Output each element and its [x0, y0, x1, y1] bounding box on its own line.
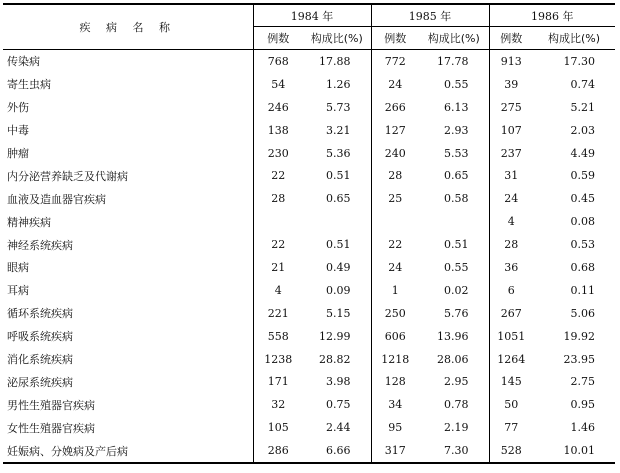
ratio-1984-cell: 0.09 [326, 283, 351, 297]
ratio-1986-cell: 0.74 [570, 77, 595, 91]
count-1986-cell: 50 [489, 393, 533, 416]
count-1986-cell: 24 [489, 187, 533, 210]
ratio-1984-cell: 0.75 [326, 398, 351, 412]
table-row [3, 50, 615, 73]
ratio-1985-cell: 2.95 [444, 375, 469, 389]
table-row [3, 370, 615, 393]
ratio-1986-cell: 5.06 [570, 306, 595, 320]
ratio-1986-cell: 0.59 [570, 169, 595, 183]
count-1986-cell: 6 [489, 279, 533, 302]
disease-name-cell: 耳病 [7, 284, 29, 298]
count-1985-cell: 25 [371, 187, 419, 210]
count-1986-cell: 31 [489, 164, 533, 187]
disease-name-cell: 寄生虫病 [7, 78, 51, 92]
ratio-1984-cell: 0.51 [326, 238, 351, 252]
count-1985-cell [371, 210, 419, 233]
count-1986-cell: 28 [489, 233, 533, 256]
count-1985-cell: 266 [371, 96, 419, 119]
ratio-1985-cell: 5.53 [444, 146, 469, 160]
count-1984-cell: 32 [253, 393, 303, 416]
ratio-1985-cell [419, 210, 489, 233]
ratio-1985-cell: 13.96 [437, 329, 469, 343]
disease-name-cell: 血液及造血器官疾病 [7, 192, 106, 206]
table-body [3, 50, 615, 464]
ratio-1986-cell: 19.92 [563, 329, 595, 343]
ratio-1984-cell: 0.49 [326, 260, 351, 274]
count-1984-cell: 105 [253, 416, 303, 439]
ratio-1985-cell: 2.19 [444, 421, 469, 435]
ratio-1986-cell: 2.03 [570, 123, 595, 137]
count-1986-cell: 107 [489, 119, 533, 142]
table-row [3, 142, 615, 165]
ratio-1984-cell: 17.88 [319, 54, 351, 68]
count-1985-cell: 772 [371, 50, 419, 73]
disease-name-cell: 消化系统疾病 [7, 353, 73, 367]
count-1986-cell: 4 [489, 210, 533, 233]
disease-name-cell: 传染病 [7, 55, 40, 69]
ratio-1984-cell [303, 210, 371, 233]
ratio-1984-cell: 5.15 [326, 306, 351, 320]
disease-name-cell: 中毒 [7, 124, 29, 138]
ratio-1985-cell: 28.06 [437, 352, 469, 366]
count-1984-cell: 4 [253, 279, 303, 302]
disease-name-cell: 眼病 [7, 261, 29, 275]
count-1986-cell: 77 [489, 416, 533, 439]
table-row [3, 73, 615, 96]
count-1984-cell: 558 [253, 325, 303, 348]
disease-statistics-table [3, 3, 615, 464]
ratio-1986-cell: 23.95 [563, 352, 595, 366]
disease-name-cell: 循环系统疾病 [7, 307, 73, 321]
ratio-1985-cell: 0.55 [444, 260, 469, 274]
ratio-1986-cell: 0.45 [570, 192, 595, 206]
count-1984-cell: 54 [253, 73, 303, 96]
count-1984-cell: 28 [253, 187, 303, 210]
count-1986-cell: 145 [489, 370, 533, 393]
count-1984-cell: 22 [253, 233, 303, 256]
table-row [3, 187, 615, 210]
count-1984-cell: 22 [253, 164, 303, 187]
count-1986-cell: 1051 [489, 325, 533, 348]
ratio-1984-cell: 28.82 [319, 352, 351, 366]
table-row [3, 164, 615, 187]
table-row [3, 348, 615, 371]
ratio-1985-cell: 5.76 [444, 306, 469, 320]
ratio-1986-cell: 0.68 [570, 260, 595, 274]
ratio-1986-cell: 17.30 [563, 54, 595, 68]
ratio-1985-cell: 17.78 [437, 54, 469, 68]
count-header-1986: 例数 [489, 27, 533, 50]
count-1986-cell: 528 [489, 439, 533, 463]
table-row [3, 416, 615, 439]
ratio-1985-cell: 7.30 [419, 439, 489, 463]
ratio-1986-cell: 4.49 [570, 146, 595, 160]
count-1985-cell: 1218 [371, 348, 419, 371]
ratio-1986-cell: 0.11 [570, 283, 595, 297]
ratio-header-1984: 构成比(%) [303, 27, 371, 50]
table-row [3, 256, 615, 279]
count-1985-cell: 250 [371, 302, 419, 325]
count-1985-cell: 317 [371, 439, 419, 463]
ratio-1986-cell: 10.01 [533, 439, 615, 463]
ratio-1984-cell: 5.36 [326, 146, 351, 160]
ratio-1986-cell: 0.08 [570, 215, 595, 229]
ratio-1986-cell: 2.75 [570, 375, 595, 389]
ratio-1985-cell: 0.58 [444, 192, 469, 206]
ratio-1984-cell: 3.98 [326, 375, 351, 389]
count-1985-cell: 240 [371, 142, 419, 165]
count-header-1984: 例数 [253, 27, 303, 50]
count-1986-cell: 275 [489, 96, 533, 119]
count-1985-cell: 28 [371, 164, 419, 187]
count-1984-cell: 230 [253, 142, 303, 165]
count-1985-cell: 22 [371, 233, 419, 256]
ratio-1985-cell: 2.93 [444, 123, 469, 137]
ratio-1984-cell: 2.44 [326, 421, 351, 435]
ratio-1985-cell: 6.13 [444, 100, 469, 114]
count-1984-cell: 246 [253, 96, 303, 119]
count-1985-cell: 127 [371, 119, 419, 142]
count-1984-cell: 171 [253, 370, 303, 393]
disease-name-cell: 神经系统疾病 [7, 238, 73, 252]
ratio-1985-cell: 0.02 [444, 283, 469, 297]
disease-name-header: 疾 病 名 称 [3, 4, 253, 50]
count-1984-cell: 21 [253, 256, 303, 279]
ratio-1986-cell: 1.46 [570, 421, 595, 435]
ratio-1986-cell: 0.53 [570, 238, 595, 252]
disease-name-cell: 妊娠病、分娩病及产后病 [3, 439, 253, 463]
ratio-1986-cell: 0.95 [570, 398, 595, 412]
table-row [3, 393, 615, 416]
ratio-1985-cell: 0.55 [444, 77, 469, 91]
table-row [3, 210, 615, 233]
disease-name-cell: 精神疾病 [7, 215, 51, 229]
ratio-1985-cell: 0.65 [444, 169, 469, 183]
count-1986-cell: 39 [489, 73, 533, 96]
disease-name-cell: 外伤 [7, 101, 29, 115]
ratio-1985-cell: 0.78 [444, 398, 469, 412]
ratio-1984-cell: 12.99 [319, 329, 351, 343]
count-1984-cell [253, 210, 303, 233]
disease-name-cell: 泌尿系统疾病 [7, 375, 73, 389]
ratio-1984-cell: 0.65 [326, 192, 351, 206]
count-1984-cell: 1238 [253, 348, 303, 371]
ratio-1984-cell: 5.73 [326, 100, 351, 114]
ratio-1984-cell: 6.66 [303, 439, 371, 463]
count-1986-cell: 1264 [489, 348, 533, 371]
count-1985-cell: 34 [371, 393, 419, 416]
count-1985-cell: 1 [371, 279, 419, 302]
ratio-1984-cell: 1.26 [326, 77, 351, 91]
ratio-1986-cell: 5.21 [570, 100, 595, 114]
table-row [3, 96, 615, 119]
count-1984-cell: 138 [253, 119, 303, 142]
count-1984-cell: 768 [253, 50, 303, 73]
ratio-1984-cell: 0.51 [326, 169, 351, 183]
count-1985-cell: 24 [371, 256, 419, 279]
count-header-1985: 例数 [371, 27, 419, 50]
count-1986-cell: 36 [489, 256, 533, 279]
table-row [3, 119, 615, 142]
disease-name-cell: 肿瘤 [7, 147, 29, 160]
count-1986-cell: 237 [489, 142, 533, 165]
table-row [3, 325, 615, 348]
ratio-header-1986: 构成比(%) [533, 27, 615, 50]
count-1984-cell: 221 [253, 302, 303, 325]
disease-name-cell: 呼吸系统疾病 [7, 330, 73, 344]
count-1985-cell: 128 [371, 370, 419, 393]
count-1986-cell: 267 [489, 302, 533, 325]
ratio-1985-cell: 0.51 [444, 238, 469, 252]
year-1986-header: 1986 年 [489, 4, 615, 27]
table-row [3, 302, 615, 325]
year-1985-header: 1985 年 [371, 4, 489, 27]
ratio-header-1985: 构成比(%) [419, 27, 489, 50]
count-1986-cell: 913 [489, 50, 533, 73]
table-row [3, 233, 615, 256]
table-row [3, 279, 615, 302]
disease-name-cell: 内分泌营养缺乏及代谢病 [7, 169, 128, 183]
count-1985-cell: 606 [371, 325, 419, 348]
ratio-1984-cell: 3.21 [326, 123, 351, 137]
count-1985-cell: 95 [371, 416, 419, 439]
table-row [3, 439, 615, 463]
disease-name-cell: 男性生殖器官疾病 [7, 398, 95, 412]
disease-name-cell: 女性生殖器官疾病 [7, 421, 95, 435]
count-1985-cell: 24 [371, 73, 419, 96]
year-1984-header: 1984 年 [253, 4, 371, 27]
count-1984-cell: 286 [253, 439, 303, 463]
